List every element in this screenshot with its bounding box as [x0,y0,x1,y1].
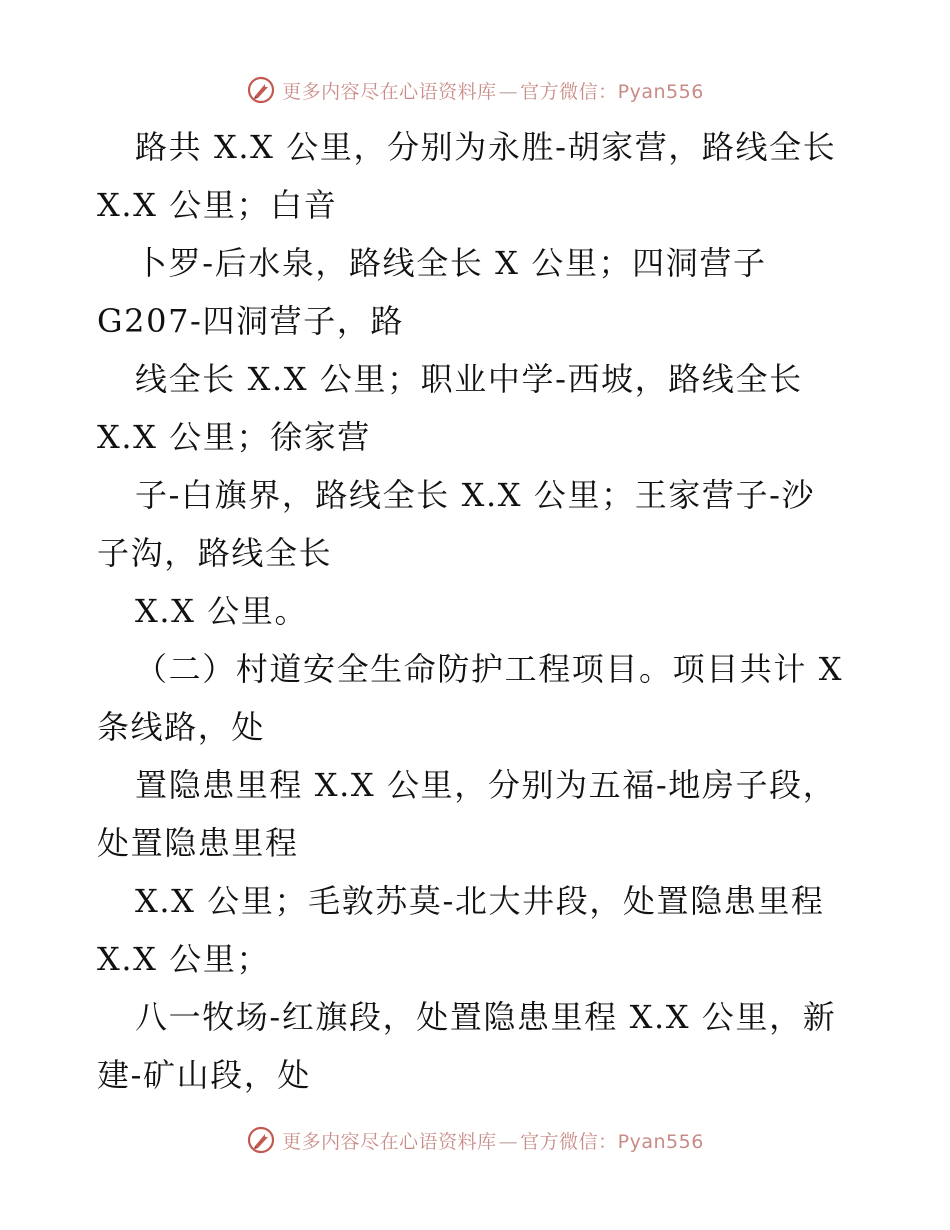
banner-brand-text: 更多内容尽在心语资料库 [282,1130,497,1153]
body-line: 建-矿山段，处 [97,1056,312,1094]
body-line: X.X 公里。 [135,592,309,630]
banner-separator: — [498,1130,519,1153]
body-line: 置隐患里程 X.X 公里，分别为五福-地房子段， [135,766,837,804]
pen-nib-logo-icon [246,1125,276,1155]
banner-wechat-text: 官方微信：Pyan556 [520,1130,704,1153]
banner-text [282,77,704,104]
banner-separator: — [498,80,519,103]
body-line: 处置隐患里程 [97,824,299,862]
page-header-banner [0,70,950,110]
pen-nib-logo-icon [246,75,276,105]
body-line: X.X 公里；白音 [97,186,338,224]
body-line: X.X 公里；徐家营 [97,418,371,456]
body-line: X.X 公里； [97,940,271,978]
banner-brand-text: 更多内容尽在心语资料库 [282,80,497,103]
body-line: X.X 公里；毛敦苏莫-北大井段，处置隐患里程 [135,882,825,920]
body-line: 线全长 X.X 公里；职业中学-西坡，路线全长 [135,360,803,398]
banner-text [282,1127,704,1154]
body-line: 子-白旗界，路线全长 X.X 公里；王家营子-沙 [135,476,816,514]
banner-wechat-text: 官方微信：Pyan556 [520,80,704,103]
body-line: G207-四洞营子，路 [97,302,405,340]
body-line: 卜罗-后水泉，路线全长 X 公里；四洞营子 [135,244,767,282]
body-line: （二）村道安全生命防护工程项目。项目共计 X [135,650,844,688]
body-line: 子沟，路线全长 [97,534,333,572]
body-line: 条线路，处 [97,708,266,746]
document-body [97,118,867,1104]
body-line: 八一牧场-红旗段，处置隐患里程 X.X 公里，新 [135,998,837,1036]
body-line: 路共 X.X 公里，分别为永胜-胡家营，路线全长 [135,128,837,166]
page-footer-banner [0,1120,950,1160]
